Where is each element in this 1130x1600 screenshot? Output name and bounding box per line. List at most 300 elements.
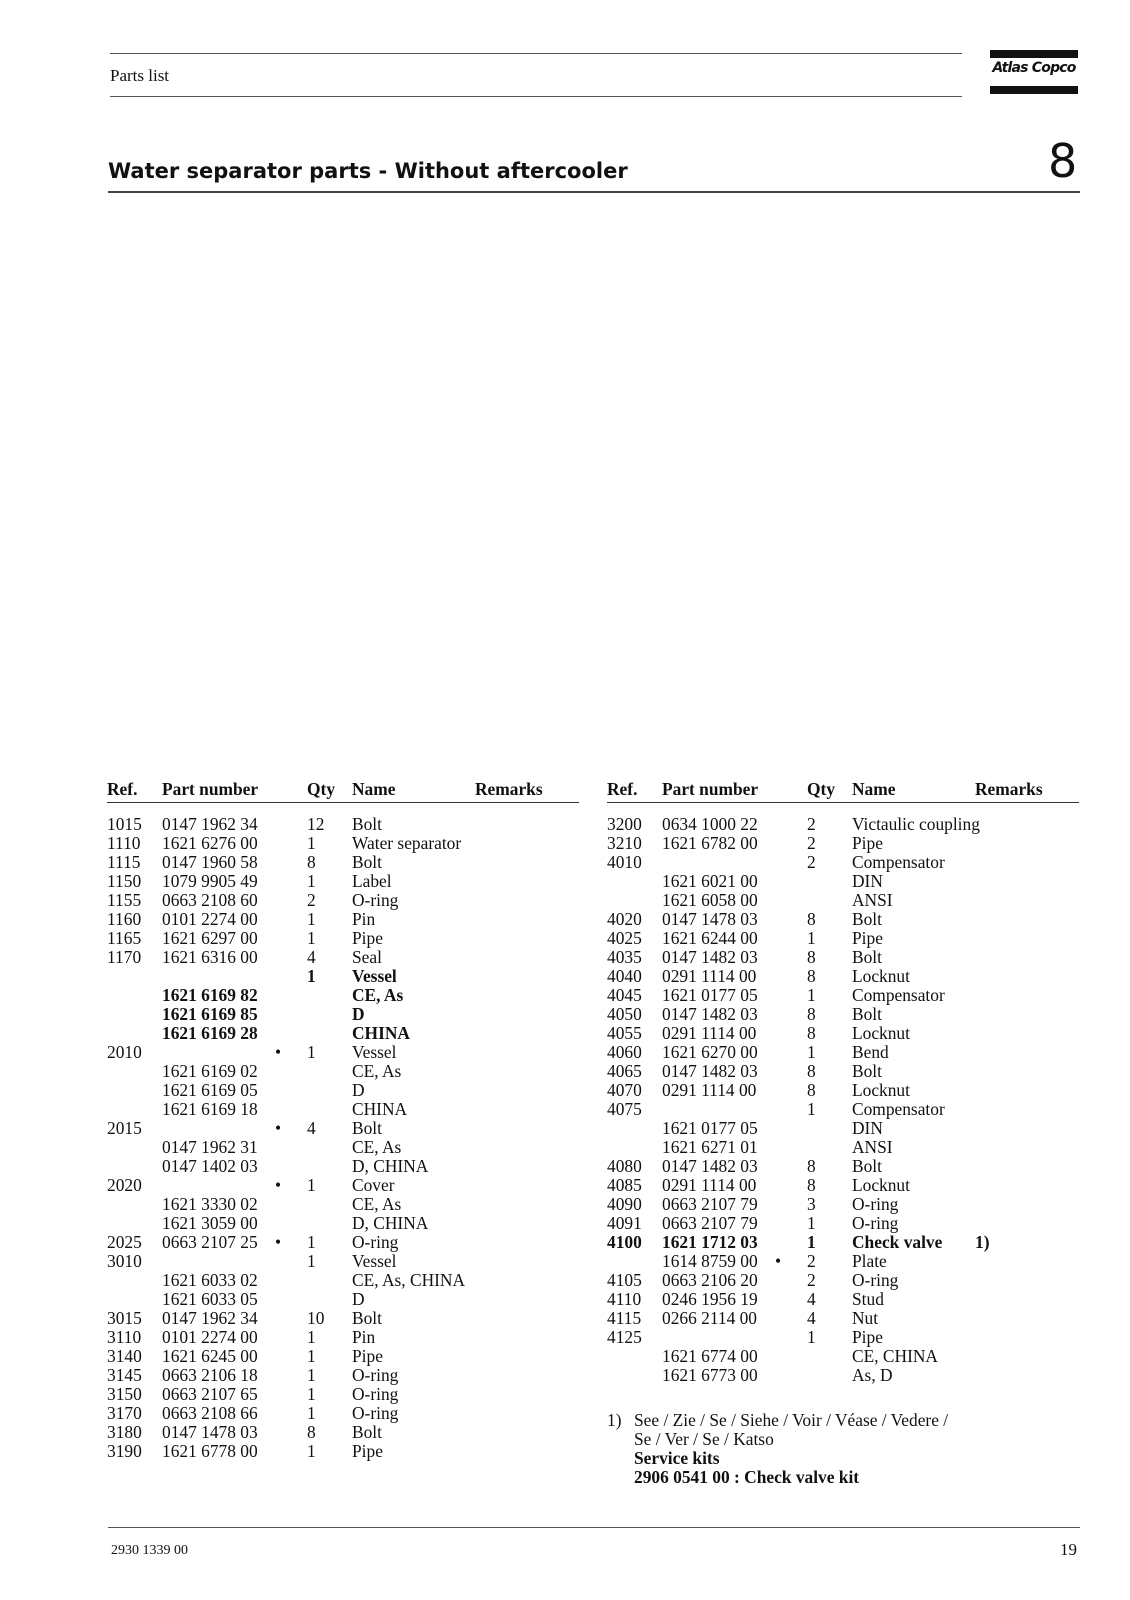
table-row [607, 1119, 1079, 1138]
row-qty: 1 [307, 833, 316, 853]
table-row [107, 1214, 579, 1233]
row-part-number: 0246 1956 19 [662, 1289, 758, 1309]
row-part-number: 0663 2106 20 [662, 1270, 758, 1290]
row-name: D [352, 1080, 365, 1100]
table-row [607, 1309, 1079, 1328]
row-name: Locknut [852, 966, 910, 986]
row-ref: 4085 [607, 1175, 642, 1195]
row-ref: 4070 [607, 1080, 642, 1100]
row-part-number: 0291 1114 00 [662, 1175, 757, 1195]
table-row [607, 967, 1079, 986]
row-name: Vessel [352, 1251, 397, 1271]
table-row [607, 1005, 1079, 1024]
table-header [107, 779, 579, 802]
header-ref: Ref. [607, 779, 638, 799]
row-part-number: 0147 1482 03 [662, 947, 758, 967]
row-name: D, CHINA [352, 1156, 429, 1176]
row-ref: 4090 [607, 1194, 642, 1214]
row-part-number: 0147 1478 03 [662, 909, 758, 929]
row-part-number: 0663 2106 18 [162, 1365, 258, 1385]
row-part-number: 1621 0177 05 [662, 985, 758, 1005]
table-row [607, 1024, 1079, 1043]
row-ref: 3190 [107, 1441, 142, 1461]
row-name: Water separator [352, 833, 462, 853]
row-part-number: 1621 3330 02 [162, 1194, 258, 1214]
header-part-number: Part number [662, 779, 759, 799]
row-ref: 4020 [607, 909, 642, 929]
table-header-rule [607, 802, 1079, 803]
row-part-number: 1621 6169 18 [162, 1099, 258, 1119]
row-ref: 4045 [607, 985, 642, 1005]
row-name: CE, As [352, 1061, 402, 1081]
row-qty: 4 [807, 1289, 816, 1309]
table-row [607, 834, 1079, 853]
row-part-number: 1614 8759 00 [662, 1251, 758, 1271]
table-row [607, 1081, 1079, 1100]
table-row [107, 891, 579, 910]
row-ref: 4035 [607, 947, 642, 967]
table-row [107, 1252, 579, 1271]
table-row [607, 1347, 1079, 1366]
table-row [607, 1290, 1079, 1309]
row-ref: 3010 [107, 1251, 142, 1271]
row-ref: 4105 [607, 1270, 642, 1290]
table-row [107, 1271, 579, 1290]
row-part-number: 0663 2108 60 [162, 890, 258, 910]
row-ref: 4010 [607, 852, 642, 872]
row-qty: 2 [807, 852, 816, 872]
row-name: Pin [352, 1327, 376, 1347]
row-name: Pipe [352, 928, 383, 948]
table-row [607, 1100, 1079, 1119]
row-qty: 1 [807, 985, 816, 1005]
table-row [607, 1062, 1079, 1081]
table-row [607, 1195, 1079, 1214]
table-row [607, 1176, 1079, 1195]
footnote-mark: 1) [607, 1410, 622, 1430]
row-ref: 4060 [607, 1042, 642, 1062]
table-row [607, 853, 1079, 872]
row-ref: 4050 [607, 1004, 642, 1024]
row-part-number: 1621 6058 00 [662, 890, 758, 910]
footnote-line-see: See / Zie / Se / Siehe / Voir / Véase / Vedere / [634, 1410, 949, 1430]
row-part-number: 1621 6773 00 [662, 1365, 758, 1385]
row-qty: 8 [807, 1061, 816, 1081]
row-qty: 1 [807, 1213, 816, 1233]
table-row [107, 1176, 579, 1195]
row-name: Bolt [852, 1061, 882, 1081]
table-row [107, 1328, 579, 1347]
table-row [607, 1233, 1079, 1252]
row-ref: 3015 [107, 1308, 142, 1328]
row-qty: 1 [307, 1365, 316, 1385]
row-name: Vessel [352, 966, 397, 986]
table-row [607, 910, 1079, 929]
table-header [607, 779, 1079, 802]
row-part-number: 1621 0177 05 [662, 1118, 758, 1138]
row-ref: 3145 [107, 1365, 142, 1385]
header-remarks: Remarks [975, 779, 1043, 799]
footnote-line-see-cont: Se / Ver / Se / Katso [634, 1429, 774, 1449]
row-part-number: 1621 6774 00 [662, 1346, 758, 1366]
header-ref: Ref. [107, 779, 138, 799]
row-qty: 1 [307, 1232, 316, 1252]
row-name: Locknut [852, 1080, 910, 1100]
row-name: Vessel [352, 1042, 397, 1062]
row-part-number: 0291 1114 00 [662, 966, 757, 986]
row-part-number: 1079 9905 49 [162, 871, 258, 891]
row-kit-dot: • [775, 1251, 782, 1271]
row-part-number: 1621 6169 85 [162, 1004, 258, 1024]
table-row [107, 1062, 579, 1081]
table-row [107, 834, 579, 853]
row-ref: 3170 [107, 1403, 142, 1423]
row-qty: 8 [807, 966, 816, 986]
row-qty: 1 [307, 1384, 316, 1404]
row-ref: 4100 [607, 1232, 642, 1252]
row-part-number: 1621 6169 82 [162, 985, 258, 1005]
row-ref: 1160 [107, 909, 142, 929]
row-part-number: 0101 2274 00 [162, 909, 258, 929]
row-qty: 3 [807, 1194, 816, 1214]
row-name: O-ring [352, 1403, 399, 1423]
row-name: Bolt [352, 1422, 382, 1442]
table-row [607, 891, 1079, 910]
row-kit-dot: • [275, 1042, 282, 1062]
row-part-number: 0147 1482 03 [662, 1061, 758, 1081]
row-part-number: 1621 6244 00 [662, 928, 758, 948]
row-ref: 3180 [107, 1422, 142, 1442]
chapter-number: 8 [1048, 134, 1078, 188]
row-name: Bolt [352, 852, 382, 872]
row-ref: 4115 [607, 1308, 642, 1328]
row-name: Cover [352, 1175, 395, 1195]
header-qty: Qty [807, 779, 836, 799]
table-row [107, 1043, 579, 1062]
table-row [607, 929, 1079, 948]
table-row [107, 872, 579, 891]
row-name: Victaulic coupling [852, 814, 980, 834]
table-row [107, 967, 579, 986]
row-qty: 1 [807, 1042, 816, 1062]
footnote-body [634, 1411, 1074, 1487]
table-row [607, 1271, 1079, 1290]
row-qty: 1 [307, 966, 316, 986]
atlas-copco-logo [990, 50, 1078, 94]
row-qty: 4 [307, 1118, 316, 1138]
table-row [607, 1328, 1079, 1347]
row-name: Bolt [852, 909, 882, 929]
row-kit-dot: • [275, 1175, 282, 1195]
row-qty: 8 [307, 852, 316, 872]
header-bottom-rule [110, 96, 962, 97]
table-row [107, 1366, 579, 1385]
row-kit-dot: • [275, 1232, 282, 1252]
row-qty: 1 [307, 1175, 316, 1195]
row-name: O-ring [852, 1270, 899, 1290]
footer-rule [108, 1527, 1080, 1528]
row-qty: 1 [307, 1346, 316, 1366]
row-qty: 1 [307, 1251, 316, 1271]
row-name: As, D [852, 1365, 893, 1385]
row-name: Locknut [852, 1023, 910, 1043]
row-name: Bolt [352, 1118, 382, 1138]
row-qty: 8 [807, 1156, 816, 1176]
table-row [107, 1347, 579, 1366]
row-qty: 2 [807, 1270, 816, 1290]
table-row [107, 1081, 579, 1100]
row-part-number: 1621 1712 03 [662, 1232, 758, 1252]
row-part-number: 1621 6778 00 [162, 1441, 258, 1461]
table-body [107, 815, 579, 1461]
row-ref: 4025 [607, 928, 642, 948]
row-name: CE, As, CHINA [352, 1270, 466, 1290]
row-part-number: 1621 6021 00 [662, 871, 758, 891]
row-name: DIN [852, 871, 883, 891]
row-part-number: 1621 6169 28 [162, 1023, 258, 1043]
row-part-number: 0147 1482 03 [662, 1156, 758, 1176]
row-ref: 4065 [607, 1061, 642, 1081]
row-qty: 2 [807, 1251, 816, 1271]
row-part-number: 0147 1482 03 [662, 1004, 758, 1024]
page-number: 19 [1060, 1540, 1077, 1559]
header-top-rule [110, 53, 962, 54]
row-name: ANSI [852, 1137, 893, 1157]
row-name: D, CHINA [352, 1213, 429, 1233]
table-row [607, 815, 1079, 834]
row-qty: 8 [807, 1080, 816, 1100]
row-name: Stud [852, 1289, 884, 1309]
row-ref: 4110 [607, 1289, 642, 1309]
table-row [107, 1442, 579, 1461]
table-row [607, 986, 1079, 1005]
row-part-number: 1621 6316 00 [162, 947, 258, 967]
table-row [607, 1043, 1079, 1062]
row-ref: 2020 [107, 1175, 142, 1195]
row-name: Pipe [352, 1441, 383, 1461]
row-part-number: 1621 6169 02 [162, 1061, 258, 1081]
row-name: Bolt [852, 947, 882, 967]
row-name: Bend [852, 1042, 889, 1062]
row-name: Pipe [352, 1346, 383, 1366]
row-part-number: 0101 2274 00 [162, 1327, 258, 1347]
row-qty: 1 [307, 1327, 316, 1347]
row-part-number: 1621 6033 02 [162, 1270, 258, 1290]
row-ref: 1165 [107, 928, 142, 948]
footnote-service-kits: Service kits [634, 1448, 720, 1468]
row-name: DIN [852, 1118, 883, 1138]
row-name: O-ring [352, 890, 399, 910]
row-ref: 1150 [107, 871, 142, 891]
row-qty: 2 [807, 833, 816, 853]
row-part-number: 0663 2107 79 [662, 1194, 758, 1214]
row-part-number: 0147 1402 03 [162, 1156, 258, 1176]
row-ref: 4091 [607, 1213, 642, 1233]
row-name: Pin [352, 909, 376, 929]
row-ref: 3140 [107, 1346, 142, 1366]
table-row [607, 872, 1079, 891]
table-row [107, 1005, 579, 1024]
logo-bottom-bar [990, 86, 1078, 94]
logo-text: Atlas Copco [992, 60, 1076, 76]
row-name: CHINA [352, 1023, 410, 1043]
table-row [607, 1366, 1079, 1385]
row-qty: 8 [807, 1175, 816, 1195]
row-ref: 3110 [107, 1327, 142, 1347]
row-part-number: 0663 2107 25 [162, 1232, 258, 1252]
table-row [607, 1214, 1079, 1233]
row-part-number: 1621 6271 01 [662, 1137, 758, 1157]
row-name: Bolt [352, 1308, 382, 1328]
row-name: Compensator [852, 1099, 945, 1119]
row-name: CE, As [352, 985, 404, 1005]
parts-table-left [107, 779, 579, 1461]
row-part-number: 0663 2107 79 [662, 1213, 758, 1233]
row-name: Locknut [852, 1175, 910, 1195]
row-ref: 4075 [607, 1099, 642, 1119]
row-name: D [352, 1004, 365, 1024]
row-part-number: 1621 3059 00 [162, 1213, 258, 1233]
header-label: Parts list [110, 66, 170, 85]
row-qty: 10 [307, 1308, 325, 1328]
row-ref: 3210 [607, 833, 642, 853]
row-name: Bolt [352, 814, 382, 834]
row-name: Pipe [852, 833, 883, 853]
header-part-number: Part number [162, 779, 259, 799]
table-row [107, 1385, 579, 1404]
row-part-number: 0291 1114 00 [662, 1023, 757, 1043]
row-ref: 2010 [107, 1042, 142, 1062]
row-name: Nut [852, 1308, 879, 1328]
row-ref: 3150 [107, 1384, 142, 1404]
row-ref: 2025 [107, 1232, 142, 1252]
row-name: ANSI [852, 890, 893, 910]
row-name: Bolt [852, 1004, 882, 1024]
table-header-rule [107, 802, 579, 803]
document-number: 2930 1339 00 [111, 1543, 188, 1558]
row-qty: 2 [807, 814, 816, 834]
table-row [107, 1138, 579, 1157]
row-part-number: 0147 1478 03 [162, 1422, 258, 1442]
row-ref: 4055 [607, 1023, 642, 1043]
row-name: D [352, 1289, 365, 1309]
table-row [107, 1195, 579, 1214]
row-qty: 1 [307, 871, 316, 891]
row-part-number: 1621 6297 00 [162, 928, 258, 948]
row-qty: 8 [807, 947, 816, 967]
row-ref: 1155 [107, 890, 142, 910]
footnote-kit-line: 2906 0541 00 : Check valve kit [634, 1467, 860, 1487]
table-row [107, 1119, 579, 1138]
row-remarks: 1) [975, 1232, 990, 1252]
row-qty: 2 [307, 890, 316, 910]
row-ref: 3200 [607, 814, 642, 834]
row-part-number: 0147 1962 34 [162, 814, 258, 834]
row-qty: 12 [307, 814, 325, 834]
row-part-number: 0291 1114 00 [662, 1080, 757, 1100]
row-part-number: 0147 1960 58 [162, 852, 258, 872]
row-part-number: 0266 2114 00 [662, 1308, 758, 1328]
table-row [107, 1233, 579, 1252]
table-row [607, 1252, 1079, 1271]
table-row [107, 1024, 579, 1043]
row-qty: 4 [807, 1308, 816, 1328]
row-name: Compensator [852, 852, 945, 872]
row-name: Plate [852, 1251, 887, 1271]
row-qty: 1 [307, 1403, 316, 1423]
row-ref: 4040 [607, 966, 642, 986]
row-qty: 1 [307, 909, 316, 929]
row-part-number: 0147 1962 34 [162, 1308, 258, 1328]
table-row [107, 929, 579, 948]
table-row [107, 1290, 579, 1309]
table-row [107, 1100, 579, 1119]
table-row [607, 948, 1079, 967]
row-name: O-ring [852, 1213, 899, 1233]
row-part-number: 0634 1000 22 [662, 814, 758, 834]
table-row [107, 986, 579, 1005]
row-qty: 4 [307, 947, 316, 967]
header-name: Name [352, 779, 396, 799]
row-name: O-ring [352, 1232, 399, 1252]
header-name: Name [852, 779, 896, 799]
row-ref: 4125 [607, 1327, 642, 1347]
section-title: Water separator parts - Without aftercooler [108, 159, 628, 183]
row-kit-dot: • [275, 1118, 282, 1138]
row-qty: 8 [807, 1004, 816, 1024]
table-row [107, 815, 579, 834]
row-part-number: 1621 6033 05 [162, 1289, 258, 1309]
table-row [607, 1138, 1079, 1157]
title-rule [108, 191, 1080, 193]
row-ref: 1110 [107, 833, 141, 853]
row-part-number: 1621 6245 00 [162, 1346, 258, 1366]
row-name: Seal [352, 947, 382, 967]
header-remarks: Remarks [475, 779, 543, 799]
row-name: O-ring [352, 1384, 399, 1404]
row-part-number: 0663 2108 66 [162, 1403, 258, 1423]
row-name: CE, As [352, 1194, 402, 1214]
table-row [107, 948, 579, 967]
row-part-number: 1621 6270 00 [662, 1042, 758, 1062]
header-qty: Qty [307, 779, 336, 799]
row-name: Compensator [852, 985, 945, 1005]
row-name: Label [352, 871, 392, 891]
parts-table-right [607, 779, 1079, 1385]
row-name: Pipe [852, 1327, 883, 1347]
table-row [107, 1404, 579, 1423]
row-part-number: 0147 1962 31 [162, 1137, 258, 1157]
row-name: CE, CHINA [852, 1346, 938, 1366]
row-qty: 1 [307, 928, 316, 948]
table-row [107, 1423, 579, 1442]
row-part-number: 1621 6276 00 [162, 833, 258, 853]
table-row [107, 1309, 579, 1328]
row-qty: 1 [807, 1232, 816, 1252]
row-name: CHINA [352, 1099, 408, 1119]
row-qty: 8 [307, 1422, 316, 1442]
row-qty: 8 [807, 1023, 816, 1043]
table-row [607, 1157, 1079, 1176]
table-body [607, 815, 1079, 1385]
logo-top-bar [990, 50, 1078, 58]
row-qty: 8 [807, 909, 816, 929]
row-part-number: 0663 2107 65 [162, 1384, 258, 1404]
row-qty: 1 [307, 1441, 316, 1461]
table-row [107, 910, 579, 929]
row-qty: 1 [807, 1099, 816, 1119]
row-name: Check valve [852, 1232, 943, 1252]
